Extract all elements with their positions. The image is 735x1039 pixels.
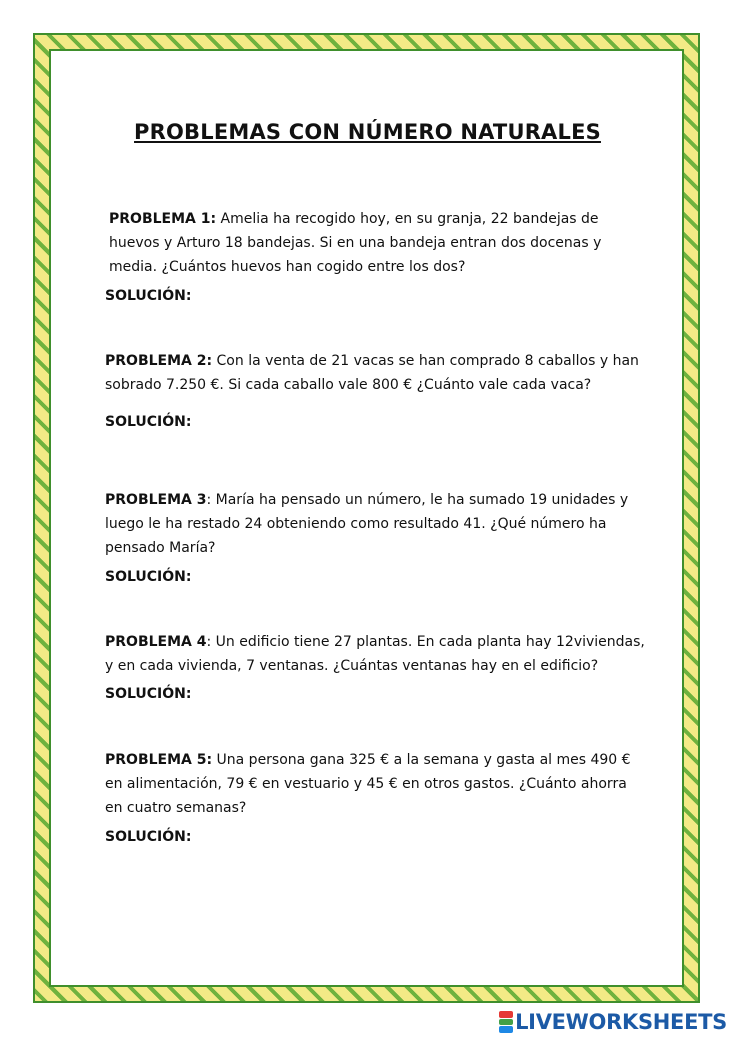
- solution-label: SOLUCIÓN:: [105, 569, 192, 585]
- problem-3: [105, 488, 645, 560]
- problem-text: Una persona gana 325 € a la semana y gasta al mes 490 € en alimentación, 79 € en vestuario y 45 € en otros gastos. ¿Cuánto ahorra en cuatro semanas?: [105, 752, 631, 816]
- problem-label: PROBLEMA 3: [105, 492, 207, 508]
- problem-4: [105, 630, 645, 678]
- brand-name: LIVEWORKSHEETS: [515, 1010, 727, 1034]
- problem-5: [105, 748, 645, 820]
- solution-label: SOLUCIÓN:: [105, 686, 192, 702]
- problem-label: PROBLEMA 1:: [109, 211, 217, 227]
- problem-label: PROBLEMA 2:: [105, 353, 213, 369]
- solution-label: SOLUCIÓN:: [105, 288, 192, 304]
- problem-1: [105, 207, 649, 279]
- problem-2: [105, 349, 645, 397]
- problem-label: PROBLEMA 4: [105, 634, 207, 650]
- page-title: PROBLEMAS CON NÚMERO NATURALES: [134, 120, 601, 144]
- problem-text: : Un edificio tiene 27 plantas. En cada planta hay 12viviendas, y en cada vivienda, 7 ventanas. ¿Cuántas ventanas hay en el edificio?: [105, 634, 645, 674]
- solution-label: SOLUCIÓN:: [105, 829, 192, 845]
- liveworksheets-logo-icon: [499, 1011, 513, 1033]
- problem-text: Con la venta de 21 vacas se han comprado 8 caballos y han sobrado 7.250 €. Si cada caballo vale 800 € ¿Cuánto vale cada vaca?: [105, 353, 639, 393]
- liveworksheets-watermark: [499, 1009, 727, 1035]
- problem-text: : María ha pensado un número, le ha sumado 19 unidades y luego le ha restado 24 obteniendo como resultado 41. ¿Qué número ha pensado María?: [105, 492, 629, 556]
- problem-text: Amelia ha recogido hoy, en su granja, 22 bandejas de huevos y Arturo 18 bandejas. Si en una bandeja entran dos docenas y media. ¿Cuántos huevos han cogido entre los dos?: [109, 211, 602, 275]
- problem-label: PROBLEMA 5:: [105, 752, 213, 768]
- solution-label: SOLUCIÓN:: [105, 414, 192, 430]
